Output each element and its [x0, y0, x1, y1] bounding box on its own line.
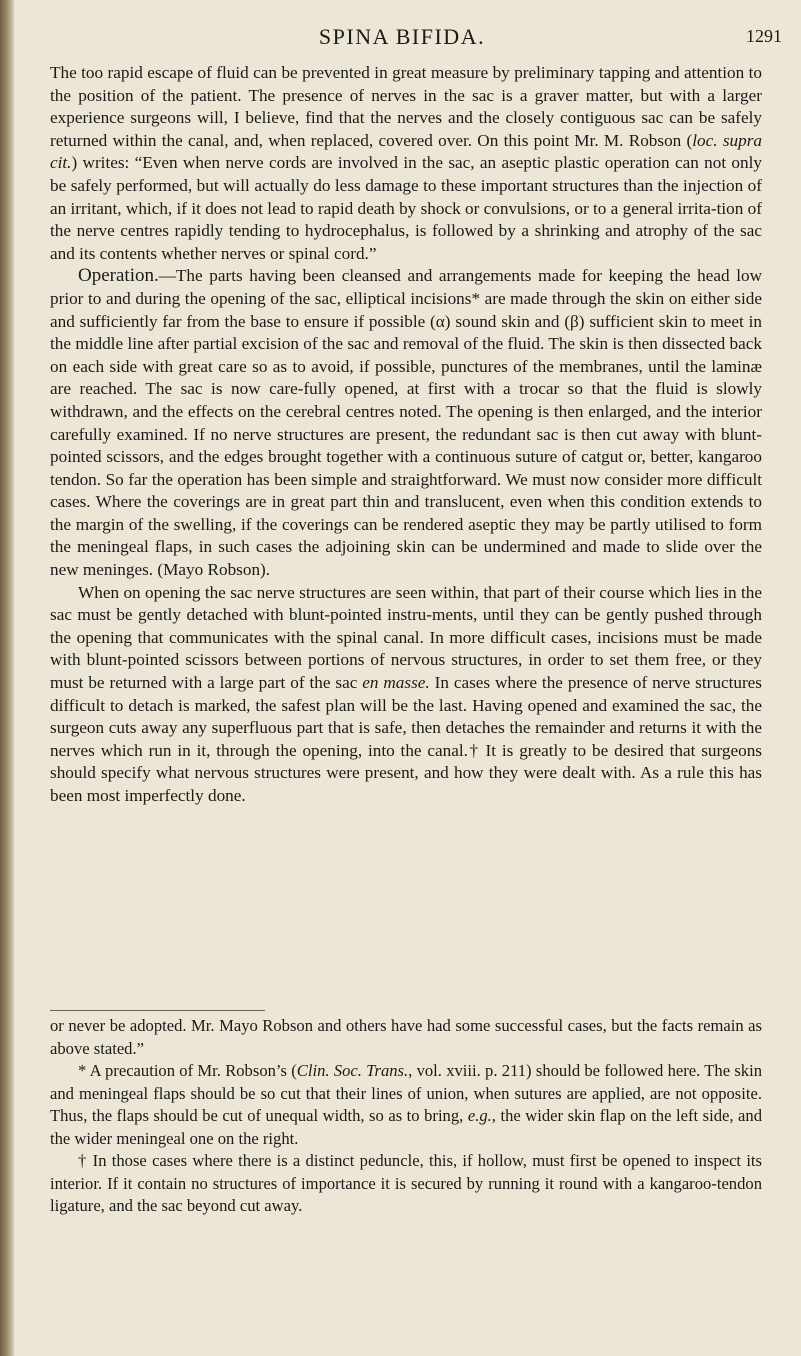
footnote-rule — [50, 1010, 265, 1011]
footnote-1-text-mid: , vol. xviii. p. 211) should be followed here. The skin and meningeal flaps should be so cut that their lines of union, when sutures are applied, are not opposite. Thus, the flaps should be cut of unequal width, so as to bring, — [50, 1061, 763, 1125]
paragraph-3-text: When on opening the sac nerve structures are seen within, that part of their course which lies in the sac must be gently detached with blunt-pointed instru-ments, until they can be gently pushed through the opening that communicates with the spinal canal. In more difficult cases, incisions must be made with blunt-pointed scissors between portions of nervous structures, in order to set them free, or they must be returned with a large part of the sac — [50, 582, 762, 693]
footnote-continuation: or never be adopted. Mr. Mayo Robson and others have had some successful cases, but the facts remain as above stated.” — [50, 1016, 762, 1058]
page-number: 1291 — [746, 26, 782, 46]
running-title: SPINA BIFIDA. — [318, 24, 486, 49]
footnote-1-text: * A precaution of Mr. Robson’s ( — [78, 1061, 297, 1080]
footnote-1-text-end: , the wider skin flap on the left side, and the wider meningeal one on the right. — [50, 1106, 762, 1148]
book-binding-edge — [0, 0, 14, 1356]
en-masse-italic: en masse. — [362, 673, 430, 693]
paragraph-nerve-structures — [50, 582, 762, 808]
paragraph-1 — [50, 62, 762, 265]
operation-text: —The parts having been cleansed and arrangements made for keeping the head low prior to and during the opening of the sac, elliptical incisions* are made through the skin on either side and sufficiently far from the base to ensure if possible (α) sound skin and (β) sufficient skin to meet in the middle line after partial excision of the sac and removal of the fluid. The skin is then dissected back on each side with great care so as to avoid, if possible, punctures of the membranes, until the laminæ are reached. The sac is now care-fully opened, at first with a trocar so that the fluid is slowly withdrawn, and the effects on the cerebral centres noted. The opening is then enlarged, and the interior carefully examined. If no nerve structures are present, the redundant sac is then cut away with blunt-pointed scissors, and the edges brought together with a continuous suture of catgut or, better, kangaroo tendon. So far the operation has been simple and straightforward. We must now consider more difficult cases. Where the coverings are in great part thin and translucent, even when this condition extends to the margin of the swelling, if the coverings can be rendered aseptic they may be partly utilised to form the meningeal flaps, in such cases the adjoining skin can be undermined and made to slide over the new meninges. (Mayo Robson). — [50, 266, 762, 580]
footnote-dagger: † In those cases where there is a distinct peduncle, this, if hollow, must first be opened to inspect its interior. If it contain no structures of importance it is secured by running it round with a kangaroo-tendon ligature, and the sac beyond cut away. — [50, 1151, 762, 1215]
paragraph-3-text-end: In cases where the presence of nerve structures difficult to detach is marked, the safest plan will be the last. Having opened and examined the sac, the surgeon cuts away any superfluous part that is safe, then detaches the remainder and returns it with the nerves which run in it, through the opening, into the canal.† It is greatly to be desired that surgeons should specify what nervous structures were present, and how they were dealt with. As a rule this has been most imperfectly done. — [50, 673, 762, 805]
footnotes — [50, 1004, 762, 1218]
paragraph-operation — [50, 265, 762, 581]
footnote-asterisk — [50, 1060, 762, 1150]
page-header — [22, 24, 782, 54]
paragraph-1-quote: ) writes: “Even when nerve cords are involved in the sac, an aseptic plastic operation can not only be safely performed, but will actually do less damage to these important structures than the injection of an irritant, which, if it does not lead to rapid death by shock or convulsions, or to a general irrita-tion of the nerve centres rapidly tending to hydrocephalus, is followed by a shrinking and atrophy of the sac and its contents whether nerves or spinal cord.” — [50, 153, 762, 263]
book-page — [22, 0, 782, 1356]
footnote-1-eg: e.g. — [467, 1106, 492, 1125]
citation-italic: loc. supra cit. — [50, 130, 763, 173]
main-text — [50, 62, 762, 808]
section-title-operation: Operation. — [78, 265, 159, 287]
paragraph-1-text: The too rapid escape of fluid can be prevented in great measure by preliminary tapping and attention to the position of the patient. The presence of nerves in the sac is a graver matter, but with a larger experience surgeons will, I believe, find that the nerves and the closely contiguous sac can be safely returned within the canal, and, when replaced, covered over. On this point Mr. M. Robson ( — [50, 63, 762, 150]
footnote-1-journal: Clin. Soc. Trans. — [296, 1061, 409, 1080]
